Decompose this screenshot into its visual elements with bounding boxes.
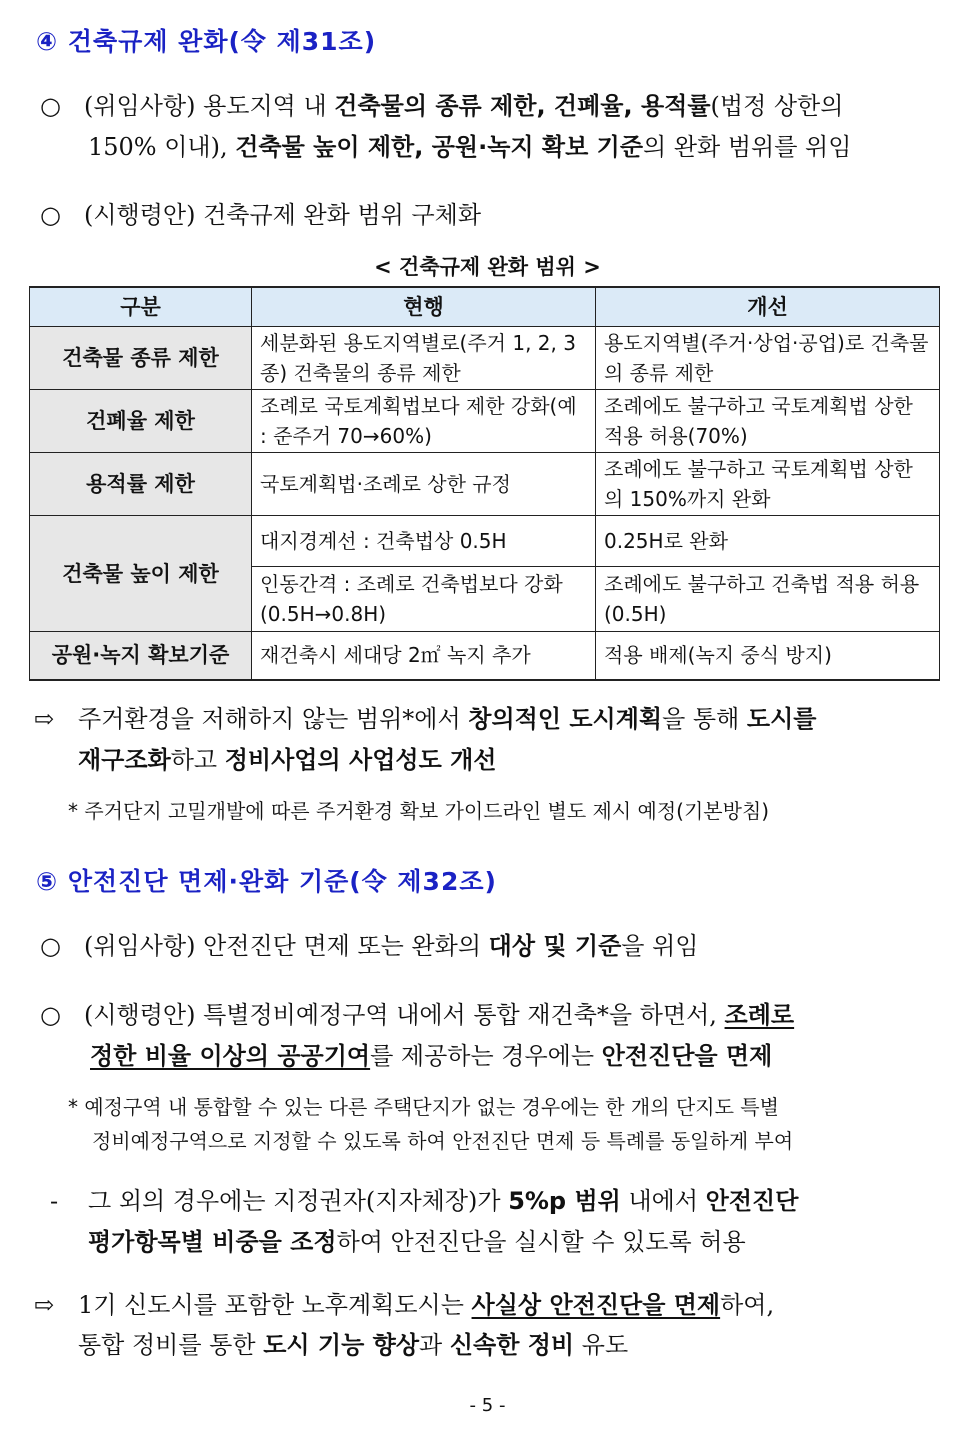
row-current: 세분화된 용도지역별로(주거 1, 2, 3종) 건축물의 종류 제한 <box>252 327 596 390</box>
row-improved: 용도지역별(주거·상업·공업)로 건축물의 종류 제한 <box>596 327 940 390</box>
building-regulation-table <box>29 286 940 681</box>
section-5-note-line2: 정비예정구역으로 지정할 수 있도록 하여 안전진단 면제 등 특례를 동일하게 부여 <box>92 1129 794 1153</box>
row-current: 국토계획법·조례로 상한 규정 <box>252 453 596 516</box>
section-4-delegation-line2: 150% 이내), 건축물 높이 제한, 공원·녹지 확보 기준의 완화 범위를 위임 <box>88 133 852 161</box>
section-4-decree-line: ○ (시행령안) 건축규제 완화 범위 구체화 <box>40 195 481 236</box>
section-5-delegation-line: ○ (위임사항) 안전진단 면제 또는 완화의 대상 및 기준을 위임 <box>40 926 698 967</box>
table-row <box>30 453 940 516</box>
section-5-dash-line1: - 그 외의 경우에는 지정권자(지자체장)가 5%p 범위 내에서 안전진단 <box>50 1181 798 1222</box>
bullet: ○ <box>40 932 61 960</box>
table-row <box>30 632 940 680</box>
table-row <box>30 390 940 453</box>
header-improved: 개선 <box>596 287 940 327</box>
section-5-decree-line1: ○ (시행령안) 특별정비예정구역 내에서 통합 재건축*을 하면서, 조례로 <box>40 995 794 1036</box>
row-category: 건축물 종류 제한 <box>30 327 252 390</box>
row-category: 건축물 높이 제한 <box>30 516 252 632</box>
table-header-row <box>30 287 940 327</box>
section-5-heading: ⑤ 안전진단 면제·완화 기준(令 제32조) <box>36 867 497 896</box>
row-category: 공원·녹지 확보기준 <box>30 632 252 680</box>
row-category: 용적률 제한 <box>30 453 252 516</box>
section-5-dash-line2: 평가항목별 비중을 조정하여 안전진단을 실시할 수 있도록 허용 <box>88 1228 746 1256</box>
result-arrow-icon: ⇨ <box>34 1291 55 1319</box>
row-current: 조례로 국토계획법보다 제한 강화(예 : 준주거 70→60%) <box>252 390 596 453</box>
row-improved: 조례에도 불구하고 건축법 적용 허용(0.5H) <box>596 567 940 632</box>
table-caption: < 건축규제 완화 범위 > <box>374 255 601 279</box>
table-row <box>30 516 940 567</box>
row-improved: 조례에도 불구하고 국토계획법 상한의 150%까지 완화 <box>596 453 940 516</box>
header-category: 구분 <box>30 287 252 327</box>
section-5-note-line1: * 예정구역 내 통합할 수 있는 다른 주택단지가 없는 경우에는 한 개의 단지도 특별 <box>68 1095 779 1119</box>
section-4-result-line2: 재구조화하고 정비사업의 사업성도 개선 <box>78 746 497 774</box>
section-5-decree-line2: 정한 비율 이상의 공공기여를 제공하는 경우에는 안전진단을 면제 <box>90 1042 773 1070</box>
header-current: 현행 <box>252 287 596 327</box>
row-improved: 적용 배제(녹지 중식 방지) <box>596 632 940 680</box>
result-arrow-icon: ⇨ <box>34 705 55 733</box>
bullet: ○ <box>40 1001 61 1029</box>
section-5-result-line1: ⇨ 1기 신도시를 포함한 노후계획도시는 사실상 안전진단을 면제하여, <box>34 1285 774 1326</box>
section-4-delegation-line1: ○ (위임사항) 용도지역 내 건축물의 종류 제한, 건폐율, 용적률(법정 상한의 <box>40 86 843 127</box>
row-current: 재건축시 세대당 2㎡ 녹지 추가 <box>252 632 596 680</box>
row-current: 인동간격 : 조례로 건축법보다 강화(0.5H→0.8H) <box>252 567 596 632</box>
row-improved: 0.25H로 완화 <box>596 516 940 567</box>
section-4-footnote: * 주거단지 고밀개발에 따른 주거환경 확보 가이드라인 별도 제시 예정(기본방침) <box>68 799 770 823</box>
row-category: 건폐율 제한 <box>30 390 252 453</box>
table-row <box>30 327 940 390</box>
section-5-result-line2: 통합 정비를 통한 도시 기능 향상과 신속한 정비 유도 <box>78 1331 629 1359</box>
page-number: - 5 - <box>469 1395 506 1416</box>
row-improved: 조례에도 불구하고 국토계획법 상한 적용 허용(70%) <box>596 390 940 453</box>
bullet: ○ <box>40 92 61 120</box>
section-4-result-line1: ⇨ 주거환경을 저해하지 않는 범위*에서 창의적인 도시계획을 통해 도시를 <box>34 699 816 740</box>
section-4-heading: ④ 건축규제 완화(令 제31조) <box>36 27 377 56</box>
dash-bullet: - <box>50 1187 59 1215</box>
bullet: ○ <box>40 201 61 229</box>
row-current: 대지경계선 : 건축법상 0.5H <box>252 516 596 567</box>
